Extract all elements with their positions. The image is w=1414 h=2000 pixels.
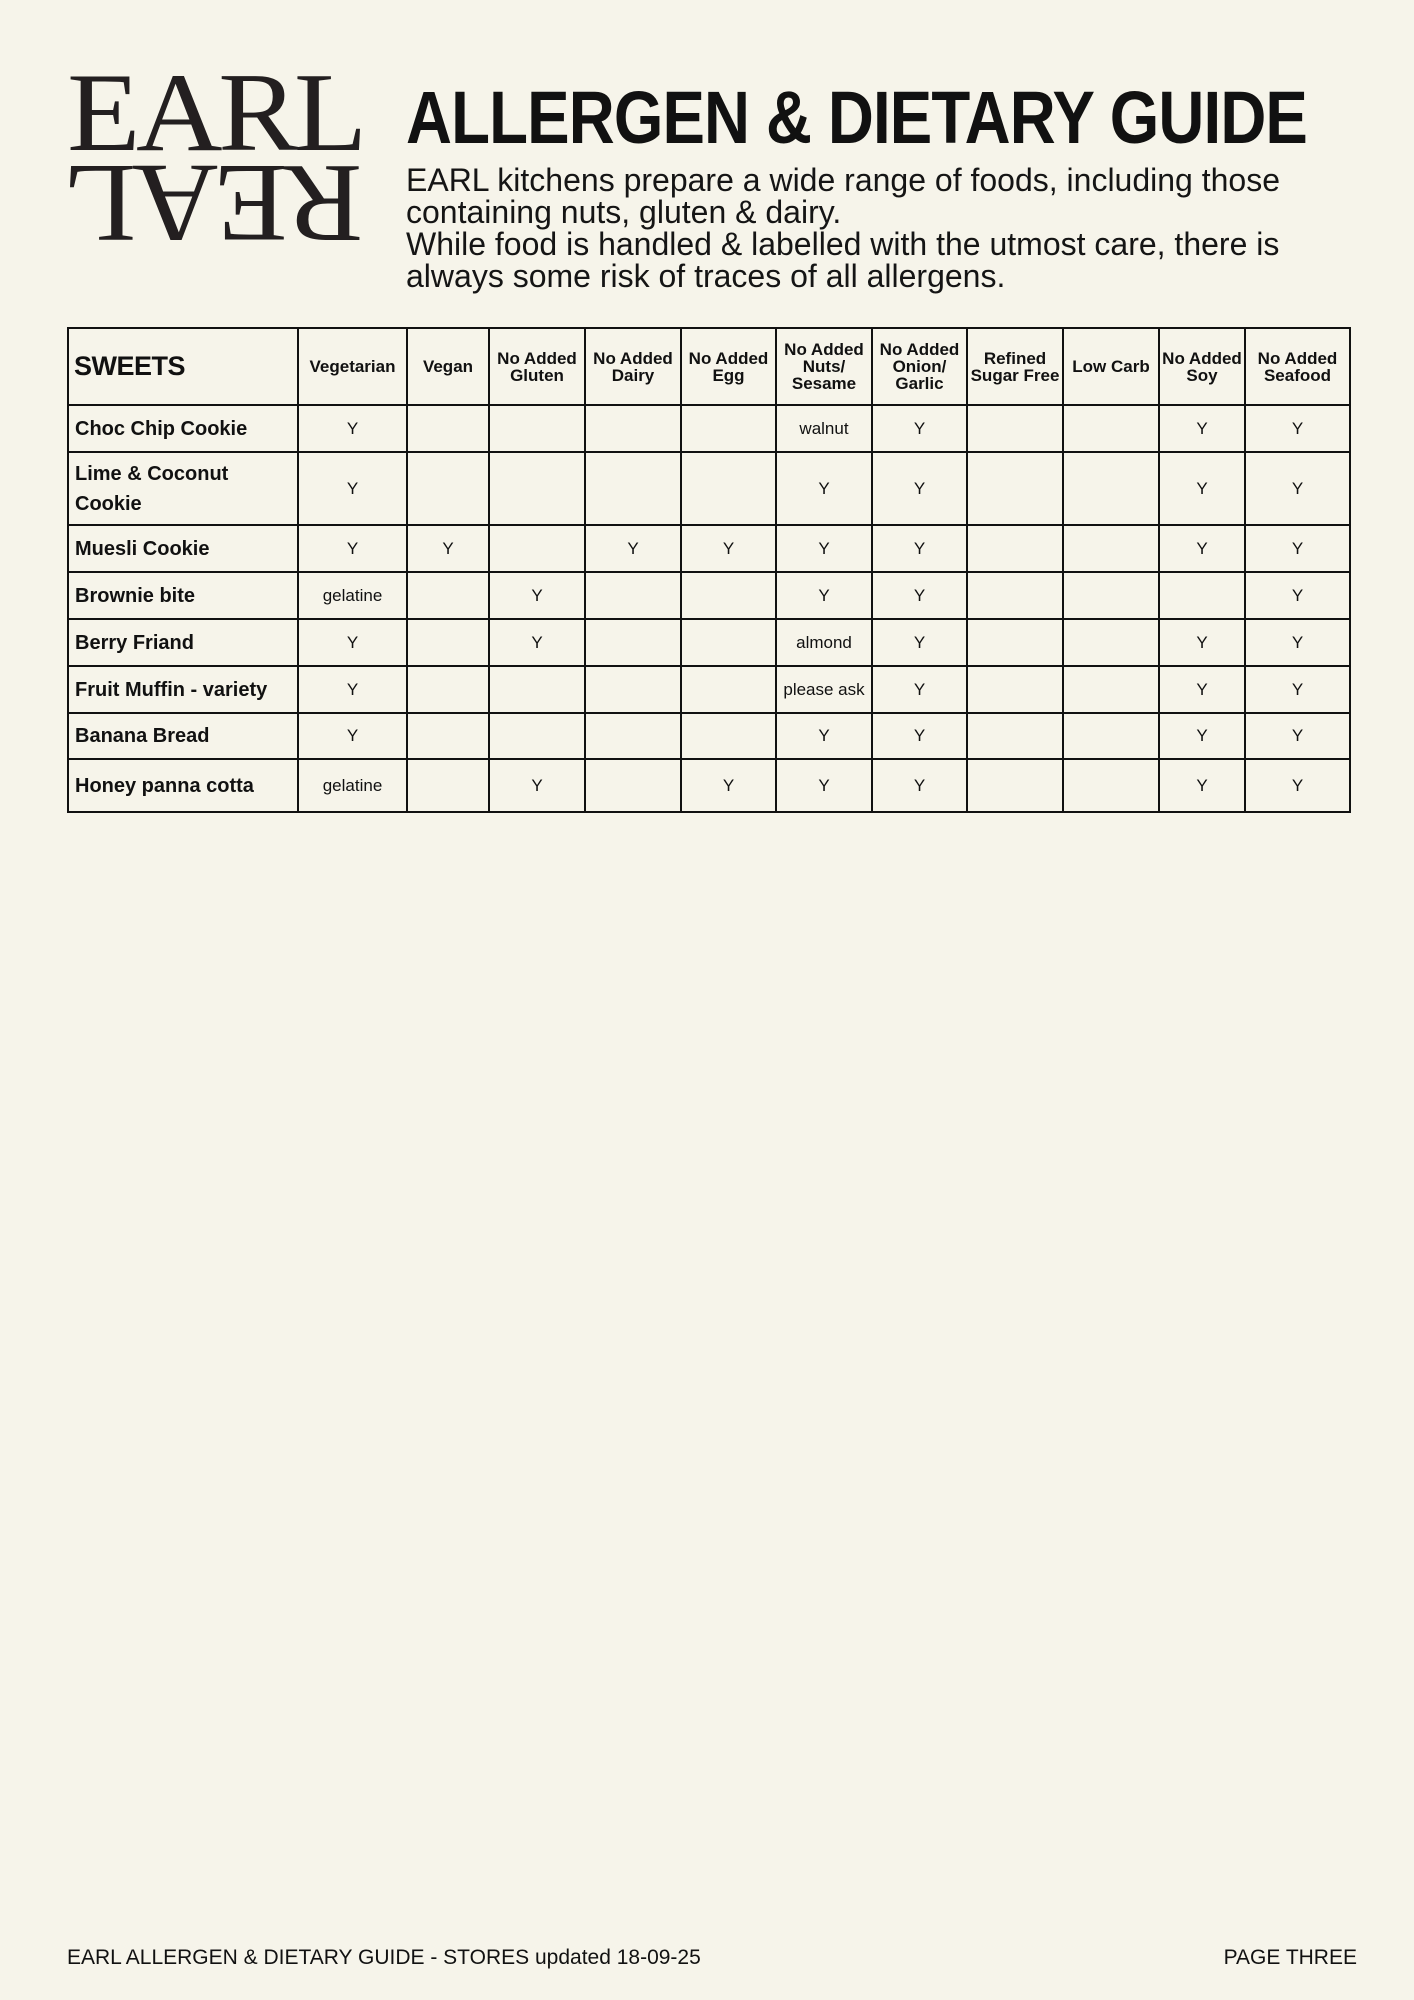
table-cell	[1159, 572, 1245, 619]
table-cell	[489, 713, 585, 759]
column-header: Vegetarian	[298, 328, 407, 405]
item-name: Fruit Muffin - variety	[68, 666, 298, 713]
table-cell: walnut	[776, 405, 872, 452]
table-cell	[585, 759, 681, 812]
table-cell: Y	[585, 525, 681, 572]
table-cell	[1063, 619, 1159, 666]
column-header: No Added Onion/ Garlic	[872, 328, 967, 405]
column-header: No Added Seafood	[1245, 328, 1350, 405]
table-cell: gelatine	[298, 759, 407, 812]
table-cell: Y	[776, 525, 872, 572]
table-cell	[489, 525, 585, 572]
table-cell: Y	[1159, 713, 1245, 759]
table-cell: Y	[1245, 619, 1350, 666]
section-label: SWEETS	[68, 328, 298, 405]
table-cell: Y	[1159, 525, 1245, 572]
table-cell	[967, 666, 1063, 713]
table-cell: Y	[298, 666, 407, 713]
item-name: Muesli Cookie	[68, 525, 298, 572]
table-cell	[585, 713, 681, 759]
table-cell: almond	[776, 619, 872, 666]
table-cell	[967, 713, 1063, 759]
table-cell: Y	[298, 619, 407, 666]
table-cell: Y	[489, 572, 585, 619]
table-cell: Y	[1245, 452, 1350, 525]
table-cell: gelatine	[298, 572, 407, 619]
table-cell: Y	[1159, 619, 1245, 666]
table-cell	[1063, 666, 1159, 713]
table-cell: Y	[489, 759, 585, 812]
item-name: Banana Bread	[68, 713, 298, 759]
table-row	[68, 405, 1350, 452]
table-header-row	[68, 328, 1350, 405]
table-cell: Y	[872, 452, 967, 525]
table-cell: Y	[298, 713, 407, 759]
logo-word-real-inverted: REAL	[67, 141, 363, 265]
table-row	[68, 713, 1350, 759]
table-cell	[967, 452, 1063, 525]
table-cell	[489, 452, 585, 525]
table-cell	[681, 666, 776, 713]
table-cell: Y	[776, 572, 872, 619]
earl-real-logo	[66, 51, 364, 265]
table-cell: Y	[872, 759, 967, 812]
item-name: Choc Chip Cookie	[68, 405, 298, 452]
table-cell	[1063, 525, 1159, 572]
item-name: Berry Friand	[68, 619, 298, 666]
table-cell	[407, 713, 489, 759]
table-cell: Y	[298, 405, 407, 452]
table-cell: Y	[681, 525, 776, 572]
item-name: Lime & Coconut Cookie	[68, 452, 298, 525]
table-cell	[1063, 452, 1159, 525]
footer-page-label: PAGE THREE	[1223, 1946, 1357, 1969]
table-cell	[585, 619, 681, 666]
item-name: Honey panna cotta	[68, 759, 298, 812]
table-cell	[407, 452, 489, 525]
table-cell	[407, 619, 489, 666]
table-cell	[967, 525, 1063, 572]
table-cell	[681, 619, 776, 666]
page-title: ALLERGEN & DIETARY GUIDE	[406, 76, 1308, 159]
table-cell	[407, 759, 489, 812]
table-cell	[681, 713, 776, 759]
table-cell: Y	[1245, 713, 1350, 759]
table-cell: Y	[681, 759, 776, 812]
column-header: No Added Nuts/ Sesame	[776, 328, 872, 405]
table-cell: Y	[776, 713, 872, 759]
table-cell	[967, 759, 1063, 812]
logo-word-earl: EARL	[67, 51, 363, 175]
table-cell	[681, 405, 776, 452]
table-cell: Y	[872, 525, 967, 572]
table-cell: Y	[298, 452, 407, 525]
table-cell	[489, 405, 585, 452]
table-cell: Y	[776, 452, 872, 525]
table-cell: Y	[1159, 759, 1245, 812]
table-cell: Y	[298, 525, 407, 572]
table-cell	[967, 572, 1063, 619]
table-cell	[1063, 405, 1159, 452]
table-cell: Y	[1245, 572, 1350, 619]
column-header: Low Carb	[1063, 328, 1159, 405]
column-header: Refined Sugar Free	[967, 328, 1063, 405]
table-cell: Y	[1159, 452, 1245, 525]
table-cell	[681, 452, 776, 525]
table-cell	[585, 572, 681, 619]
table-cell: Y	[1245, 759, 1350, 812]
column-header: No Added Soy	[1159, 328, 1245, 405]
table-cell: Y	[872, 405, 967, 452]
table-cell: Y	[776, 759, 872, 812]
table-cell: Y	[872, 666, 967, 713]
allergen-table	[67, 327, 1351, 813]
table-cell: Y	[1245, 666, 1350, 713]
table-cell: Y	[872, 619, 967, 666]
table-cell: Y	[872, 572, 967, 619]
table-cell	[407, 666, 489, 713]
column-header: No Added Gluten	[489, 328, 585, 405]
table-row	[68, 525, 1350, 572]
table-cell: Y	[1159, 405, 1245, 452]
table-cell: please ask	[776, 666, 872, 713]
column-header: No Added Egg	[681, 328, 776, 405]
table-body	[68, 405, 1350, 812]
table-cell	[681, 572, 776, 619]
column-header: Vegan	[407, 328, 489, 405]
table-cell: Y	[1245, 525, 1350, 572]
table-cell	[1063, 572, 1159, 619]
footer-document-info: EARL ALLERGEN & DIETARY GUIDE - STORES updated 18-09-25	[67, 1946, 701, 1969]
table-cell	[407, 405, 489, 452]
table-cell: Y	[489, 619, 585, 666]
table-row	[68, 619, 1350, 666]
item-name: Brownie bite	[68, 572, 298, 619]
intro-text	[406, 164, 1366, 292]
table-row	[68, 452, 1350, 525]
table-row	[68, 572, 1350, 619]
table-cell	[585, 666, 681, 713]
table-cell	[585, 405, 681, 452]
table-cell: Y	[1245, 405, 1350, 452]
column-header: No Added Dairy	[585, 328, 681, 405]
table-cell	[967, 405, 1063, 452]
table-cell	[407, 572, 489, 619]
intro-paragraph-2: While food is handled & labelled with the utmost care, there is always some risk of traces of all allergens.	[406, 226, 1280, 294]
table-cell: Y	[872, 713, 967, 759]
table-row	[68, 666, 1350, 713]
table-cell: Y	[1159, 666, 1245, 713]
intro-paragraph-1: EARL kitchens prepare a wide range of foods, including those containing nuts, gluten & dairy.	[406, 162, 1281, 230]
table-cell	[967, 619, 1063, 666]
table-cell	[1063, 759, 1159, 812]
table-cell: Y	[407, 525, 489, 572]
table-cell	[1063, 713, 1159, 759]
table-row	[68, 759, 1350, 812]
table-cell	[585, 452, 681, 525]
table-cell	[489, 666, 585, 713]
